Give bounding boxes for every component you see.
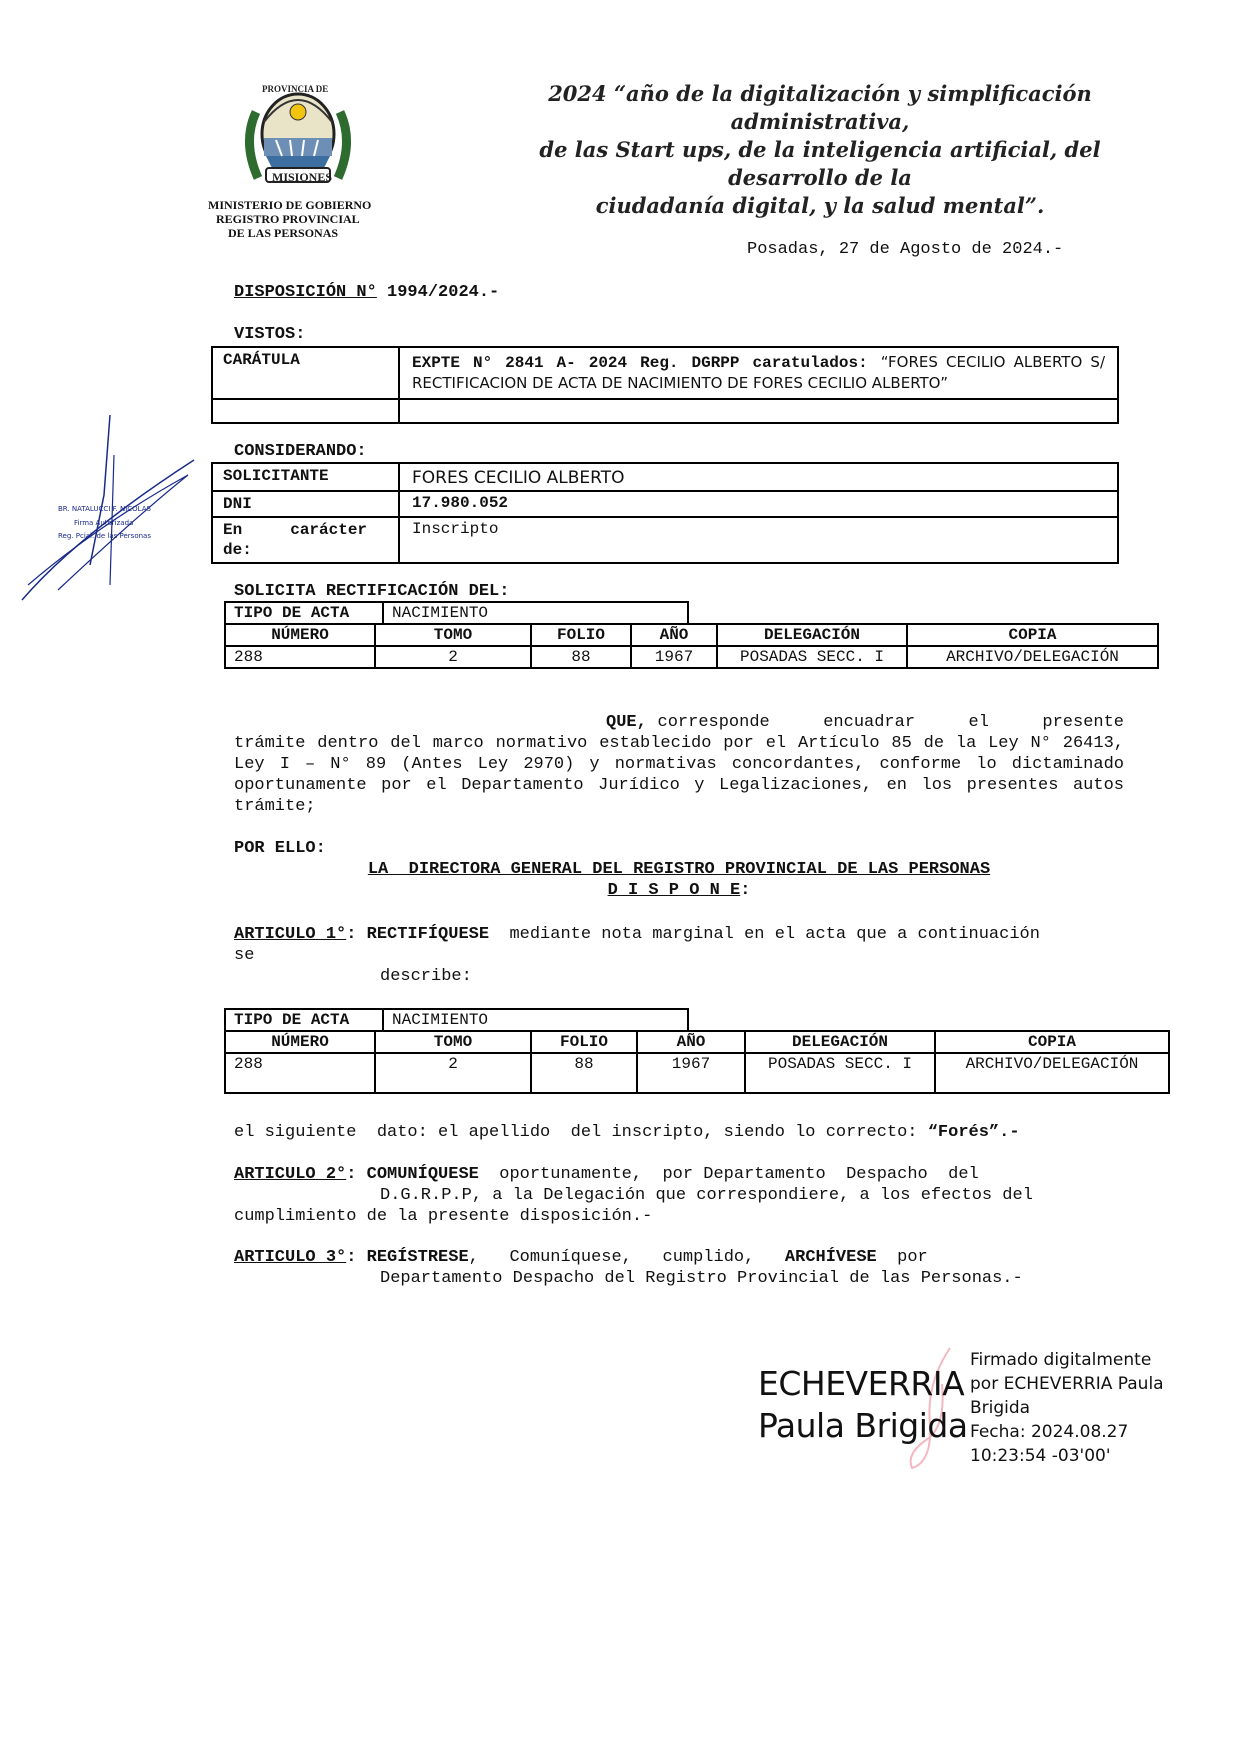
td2-folio: 88 [531, 1053, 637, 1093]
td-tomo: 2 [375, 646, 531, 668]
solicitante-value: FORES CECILIO ALBERTO [399, 463, 1118, 491]
art2-text1: oportunamente, por Departamento Despacho del [478, 1165, 979, 1184]
stamp-line-3: Reg. Pcial. de las Personas [58, 532, 151, 540]
signature-info-5: 10:23:54 -03'00' [970, 1446, 1111, 1466]
ministry-line-2: REGISTRO PROVINCIAL [216, 212, 360, 226]
art1-bold: RECTIFÍQUESE [366, 925, 490, 944]
art1-line2: se [234, 946, 255, 965]
acta-table-1-row [225, 646, 1158, 668]
art2-label: ARTICULO 2° [234, 1165, 347, 1184]
disposicion-title [234, 283, 499, 302]
art2-bold: COMUNÍQUESE [366, 1165, 479, 1184]
signature-info-2: por ECHEVERRIA Paula [970, 1374, 1164, 1394]
th-numero: NÚMERO [225, 624, 375, 646]
disposicion-number: 1994/2024.- [376, 283, 500, 302]
ministry-line-3: DE LAS PERSONAS [228, 226, 339, 240]
articulo-1 [234, 924, 1124, 987]
dni-label: DNI [212, 491, 399, 517]
caratula-empty-value [399, 399, 1118, 423]
th2-copia: COPIA [935, 1031, 1169, 1053]
art3-mid: , Comuníquese, cumplido, [468, 1248, 785, 1267]
considerando-label: CONSIDERANDO: [234, 442, 367, 461]
vistos-label: VISTOS: [234, 325, 306, 344]
td2-delegacion: POSADAS SECC. I [745, 1053, 935, 1093]
que-first-line [234, 712, 1124, 733]
caracter-label-line1: En carácter [223, 521, 368, 539]
art3-bold2: ARCHÍVESE [784, 1248, 877, 1267]
date-line: Posadas, 27 de Agosto de 2024.- [747, 240, 1064, 259]
th-delegacion: DELEGACIÓN [717, 624, 907, 646]
td2-tomo: 2 [375, 1053, 531, 1093]
art2-line3: cumplimiento de la presente disposición.- [234, 1207, 653, 1226]
art3-line2: Departamento Despacho del Registro Provincial de las Personas.- [380, 1269, 1023, 1288]
vistos-table [211, 346, 1119, 424]
digital-signature [758, 1340, 1178, 1480]
ministry-line-1: MINISTERIO DE GOBIERNO [208, 198, 372, 212]
tipo-acta-value-1: NACIMIENTO [383, 602, 688, 623]
acta-table-2-header [225, 1031, 1169, 1053]
art1-label: ARTICULO 1° [234, 925, 347, 944]
signature-info-3: Brigida [970, 1398, 1031, 1418]
expte-bold: EXPTE N° 2841 A- 2024 Reg. DGRPP caratulados: [412, 354, 868, 372]
caracter-value: Inscripto [399, 517, 1118, 563]
year-motto [480, 80, 1160, 220]
motto-line-2: de las Start ups, de la inteligencia artificial, del desarrollo de la [539, 137, 1101, 190]
th-tomo: TOMO [375, 624, 531, 646]
stamp-line-1: BR. NATALUCCI F. NICOLAS [58, 505, 151, 513]
seal-top-text: PROVINCIA DE [262, 84, 329, 94]
signature-info-1: Firmado digitalmente [970, 1350, 1152, 1370]
art2-line2: D.G.R.P.P, a la Delegación que correspondiere, a los efectos del [380, 1186, 1033, 1205]
art3-colon: : [346, 1248, 357, 1267]
art1-after-end: .- [999, 1123, 1020, 1142]
th-folio: FOLIO [531, 624, 631, 646]
art2-line1 [234, 1164, 1124, 1185]
caratula-value [399, 347, 1118, 399]
articulo-2 [234, 1164, 1124, 1227]
td2-copia: ARCHIVO/DELEGACIÓN [935, 1053, 1169, 1093]
td-delegacion: POSADAS SECC. I [717, 646, 907, 668]
th2-delegacion: DELEGACIÓN [745, 1031, 935, 1053]
stamp-line-2: Firma Autorizada [74, 519, 134, 527]
articulo-3 [234, 1247, 1124, 1289]
td-anio: 1967 [631, 646, 717, 668]
rectificacion-label: SOLICITA RECTIFICACIÓN DEL: [234, 582, 510, 601]
signer-name-line1: ECHEVERRIA [758, 1364, 965, 1403]
que-paragraph [234, 712, 1124, 817]
caracter-label-line2: de: [223, 541, 252, 559]
signature-info-4: Fecha: 2024.08.27 [970, 1422, 1129, 1442]
acta-table-1 [224, 623, 1159, 669]
que-bold: QUE, [606, 713, 647, 732]
th2-anio: AÑO [637, 1031, 745, 1053]
td-copia: ARCHIVO/DELEGACIÓN [907, 646, 1158, 668]
expte-text: “FORES CECILIO ALBERTO S/ RECTIFICACION DE ACTA DE NACIMIENTO DE FORES CECILIO ALBERTO” [412, 353, 1105, 392]
tipo-acta-label-1: TIPO DE ACTA [225, 602, 383, 623]
art1-after [234, 1123, 1020, 1142]
acta-table-1-header [225, 624, 1158, 646]
art3-bold1: REGÍSTRESE [366, 1248, 469, 1267]
motto-line-3: ciudadanía digital, y la salud mental”. [595, 193, 1045, 218]
tipo-acta-table-1 [224, 601, 689, 623]
considerando-table [211, 462, 1119, 564]
dni-value: 17.980.052 [399, 491, 1118, 517]
art3-end: por [876, 1248, 928, 1267]
dispone-line [234, 881, 1124, 900]
art3-label: ARTICULO 3° [234, 1248, 347, 1267]
art1-line3: describe: [380, 967, 472, 986]
signer-name-line2: Paula Brigida [758, 1406, 968, 1445]
signature-info [970, 1348, 1164, 1468]
th2-folio: FOLIO [531, 1031, 637, 1053]
th2-tomo: TOMO [375, 1031, 531, 1053]
motto-line-1: 2024 “año de la digitalización y simplificación administrativa, [548, 81, 1092, 134]
side-stamp [18, 415, 198, 605]
td2-numero: 288 [225, 1053, 375, 1093]
art1-colon: : [346, 925, 357, 944]
art1-after-bold: “Forés” [927, 1123, 1000, 1142]
art3-line1 [234, 1247, 1124, 1268]
acta-table-2-row [225, 1053, 1169, 1093]
solicitante-label: SOLICITANTE [212, 463, 399, 491]
td2-anio: 1967 [637, 1053, 745, 1093]
th-copia: COPIA [907, 624, 1158, 646]
que-rest: trámite dentro del marco normativo establecido por el Artículo 85 de la Ley N° 26413, Ley I – N° 89 (Antes Ley 2970) y normativas concordantes, conforme lo dictaminado oportunamente por el Departamento Jurídico y Legalizaciones, en los presentes autos trámite; [234, 734, 1124, 816]
dispone-word: D I S P O N E [607, 881, 741, 900]
seal-bottom-text: MISIONES [272, 170, 333, 184]
art1-text: mediante nota marginal en el acta que a continuación [489, 925, 1040, 944]
art2-colon: : [346, 1165, 357, 1184]
td-numero: 288 [225, 646, 375, 668]
dispone-colon: : [740, 881, 751, 900]
que-first: corresponde encuadrar el presente [657, 713, 1125, 732]
por-ello: POR ELLO: [234, 839, 326, 858]
tipo-acta-table-2 [224, 1008, 689, 1030]
directora-line: LA DIRECTORA GENERAL DEL REGISTRO PROVINCIAL DE LAS PERSONAS [367, 860, 991, 879]
tipo-acta-label-2: TIPO DE ACTA [225, 1009, 383, 1030]
art1-line1 [234, 924, 1124, 945]
disposicion-label: DISPOSICIÓN N° [234, 283, 377, 302]
th-anio: AÑO [631, 624, 717, 646]
caratula-label: CARÁTULA [212, 347, 399, 399]
caratula-empty-label [212, 399, 399, 423]
td-folio: 88 [531, 646, 631, 668]
acta-table-2 [224, 1030, 1170, 1094]
tipo-acta-value-2: NACIMIENTO [383, 1009, 688, 1030]
art1-after-text: el siguiente dato: el apellido del inscripto, siendo lo correcto: [234, 1123, 928, 1142]
caracter-label [212, 517, 399, 563]
th2-numero: NÚMERO [225, 1031, 375, 1053]
